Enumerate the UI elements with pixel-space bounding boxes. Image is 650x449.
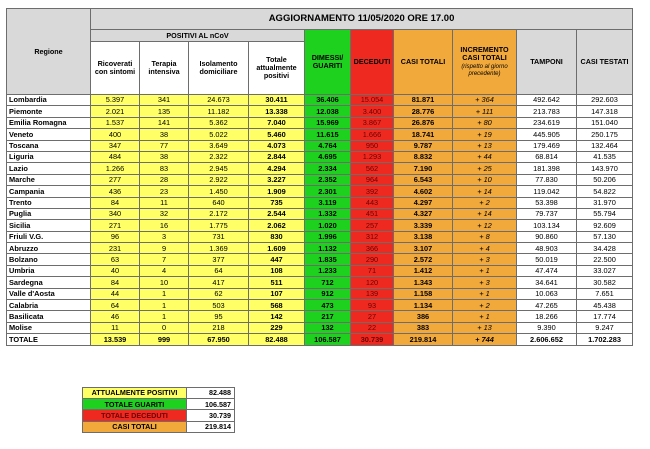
totale-positivi-cell: 4.294 [249,163,305,174]
terapia-cell: 38 [140,129,189,140]
deceduti-cell: 257 [351,220,394,231]
terapia-cell: 28 [140,174,189,185]
terapia-cell: 11 [140,197,189,208]
incremento-cell: + 1 [453,288,517,299]
summary-totale-guariti [83,399,235,410]
total-region-name: TOTALE [7,334,91,346]
isolamento-cell: 218 [189,322,249,333]
casi-testati-cell: 22.500 [577,254,633,265]
dimessi-cell: 12.038 [305,106,351,117]
isolamento-cell: 2.322 [189,151,249,162]
ricoverati-cell: 84 [91,197,140,208]
totale-positivi-cell: 13.338 [249,106,305,117]
ricoverati-cell: 96 [91,231,140,242]
terapia-cell: 38 [140,151,189,162]
isolamento-cell: 5.022 [189,129,249,140]
tamponi-cell: 9.390 [517,322,577,333]
total-tamponi-cell: 2.606.652 [517,334,577,346]
ricoverati-cell: 40 [91,265,140,276]
header-isolamento: Isolamento domiciliare [189,42,249,95]
terapia-cell: 10 [140,277,189,288]
tamponi-cell: 181.398 [517,163,577,174]
dimessi-cell: 217 [305,311,351,322]
table-row [7,265,633,276]
table-body [7,95,633,346]
table-row [7,277,633,288]
table-row [7,208,633,219]
incremento-cell: + 8 [453,231,517,242]
header-tamponi: TAMPONI [517,30,577,95]
casi-testati-cell: 45.438 [577,300,633,311]
header-incremento [453,30,517,95]
ricoverati-cell: 1.537 [91,117,140,128]
total-isolamento-cell: 67.950 [189,334,249,346]
table-row [7,129,633,140]
casi-testati-cell: 151.040 [577,117,633,128]
tamponi-cell: 213.783 [517,106,577,117]
ricoverati-cell: 64 [91,300,140,311]
terapia-cell: 135 [140,106,189,117]
totale-positivi-cell: 511 [249,277,305,288]
dimessi-cell: 1.332 [305,208,351,219]
totale-positivi-cell: 1.609 [249,243,305,254]
header-ricoverati: Ricoverati con sintomi [91,42,140,95]
totale-positivi-cell: 1.909 [249,186,305,197]
deceduti-cell: 950 [351,140,394,151]
totale-positivi-cell: 142 [249,311,305,322]
isolamento-cell: 731 [189,231,249,242]
terapia-cell: 1 [140,300,189,311]
totale-positivi-cell: 4.073 [249,140,305,151]
tamponi-cell: 445.905 [517,129,577,140]
terapia-cell: 3 [140,231,189,242]
dimessi-cell: 1.996 [305,231,351,242]
dimessi-cell: 2.352 [305,174,351,185]
region-name: Emilia Romagna [7,117,91,128]
incremento-cell: + 44 [453,151,517,162]
header-casi-totali: CASI TOTALI [394,30,453,95]
isolamento-cell: 95 [189,311,249,322]
casi-totali-cell: 1.158 [394,288,453,299]
region-name: Sicilia [7,220,91,231]
tamponi-cell: 10.063 [517,288,577,299]
terapia-cell: 7 [140,254,189,265]
terapia-cell: 23 [140,186,189,197]
deceduti-cell: 120 [351,277,394,288]
total-casi-testati-cell: 1.702.283 [577,334,633,346]
tamponi-cell: 234.619 [517,117,577,128]
summary-value: 106.587 [187,399,235,410]
casi-totali-cell: 386 [394,311,453,322]
ricoverati-cell: 44 [91,288,140,299]
table-row [7,300,633,311]
incremento-cell: + 25 [453,163,517,174]
update-banner: AGGIORNAMENTO 11/05/2020 ORE 17.00 [91,9,633,30]
deceduti-cell: 15.054 [351,95,394,106]
ricoverati-cell: 231 [91,243,140,254]
dimessi-cell: 4.764 [305,140,351,151]
header-casi-testati: CASI TESTATI [577,30,633,95]
summary-totale-deceduti [83,410,235,421]
tamponi-cell: 34.641 [517,277,577,288]
casi-totali-cell: 26.876 [394,117,453,128]
region-name: Valle d'Aosta [7,288,91,299]
isolamento-cell: 24.673 [189,95,249,106]
ricoverati-cell: 347 [91,140,140,151]
tamponi-cell: 47.265 [517,300,577,311]
terapia-cell: 1 [140,288,189,299]
casi-testati-cell: 9.247 [577,322,633,333]
region-name: Basilicata [7,311,91,322]
isolamento-cell: 64 [189,265,249,276]
isolamento-cell: 62 [189,288,249,299]
ricoverati-cell: 1.266 [91,163,140,174]
casi-testati-cell: 57.130 [577,231,633,242]
deceduti-cell: 290 [351,254,394,265]
summary-casi-totali [83,421,235,432]
incremento-cell: + 111 [453,106,517,117]
totale-positivi-cell: 2.062 [249,220,305,231]
table-row [7,174,633,185]
region-name: Campania [7,186,91,197]
region-name: Piemonte [7,106,91,117]
casi-testati-cell: 54.822 [577,186,633,197]
casi-testati-cell: 250.175 [577,129,633,140]
header-dimessi: DIMESSI/ GUARITI [305,30,351,95]
region-name: Liguria [7,151,91,162]
ricoverati-cell: 340 [91,208,140,219]
table-row [7,197,633,208]
dimessi-cell: 11.615 [305,129,351,140]
casi-testati-cell: 34.428 [577,243,633,254]
isolamento-cell: 5.362 [189,117,249,128]
casi-testati-cell: 147.318 [577,106,633,117]
region-name: Lombardia [7,95,91,106]
isolamento-cell: 1.369 [189,243,249,254]
table-row [7,254,633,265]
tamponi-cell: 68.814 [517,151,577,162]
casi-testati-cell: 132.464 [577,140,633,151]
summary-value: 30.739 [187,410,235,421]
casi-testati-cell: 30.582 [577,277,633,288]
tamponi-cell: 48.903 [517,243,577,254]
totale-positivi-cell: 107 [249,288,305,299]
totale-positivi-cell: 447 [249,254,305,265]
dimessi-cell: 1.020 [305,220,351,231]
casi-totali-cell: 3.138 [394,231,453,242]
ricoverati-cell: 46 [91,311,140,322]
dimessi-cell: 36.406 [305,95,351,106]
casi-totali-cell: 9.787 [394,140,453,151]
total-ricoverati-cell: 13.539 [91,334,140,346]
table-row [7,151,633,162]
dimessi-cell: 1.835 [305,254,351,265]
casi-testati-cell: 17.774 [577,311,633,322]
casi-totali-cell: 3.339 [394,220,453,231]
dimessi-cell: 4.695 [305,151,351,162]
casi-totali-cell: 6.543 [394,174,453,185]
terapia-cell: 83 [140,163,189,174]
tamponi-cell: 53.398 [517,197,577,208]
header-incremento-note: (rispetto al giorno precedente) [461,64,508,78]
header-positivi-group: POSITIVI AL nCoV [91,30,305,42]
table-row [7,288,633,299]
isolamento-cell: 2.922 [189,174,249,185]
totale-positivi-cell: 5.460 [249,129,305,140]
deceduti-cell: 964 [351,174,394,185]
ricoverati-cell: 5.397 [91,95,140,106]
table-row [7,186,633,197]
totale-positivi-cell: 30.411 [249,95,305,106]
ricoverati-cell: 484 [91,151,140,162]
ricoverati-cell: 436 [91,186,140,197]
dimessi-cell: 132 [305,322,351,333]
dimessi-cell: 912 [305,288,351,299]
table-row [7,322,633,333]
terapia-cell: 341 [140,95,189,106]
table-row [7,95,633,106]
terapia-cell: 9 [140,243,189,254]
dimessi-cell: 1.132 [305,243,351,254]
deceduti-cell: 71 [351,265,394,276]
region-name: Bolzano [7,254,91,265]
deceduti-cell: 22 [351,322,394,333]
region-name: Puglia [7,208,91,219]
summary-label: TOTALE GUARITI [83,399,187,410]
isolamento-cell: 503 [189,300,249,311]
totale-positivi-cell: 2.844 [249,151,305,162]
tamponi-cell: 77.830 [517,174,577,185]
deceduti-cell: 451 [351,208,394,219]
isolamento-cell: 1.450 [189,186,249,197]
region-name: Umbria [7,265,91,276]
incremento-cell: + 2 [453,197,517,208]
total-casi-totali-cell: 219.814 [394,334,453,346]
terapia-cell: 77 [140,140,189,151]
tamponi-cell: 50.019 [517,254,577,265]
casi-testati-cell: 41.535 [577,151,633,162]
deceduti-cell: 27 [351,311,394,322]
region-name: Lazio [7,163,91,174]
totale-positivi-cell: 229 [249,322,305,333]
terapia-cell: 141 [140,117,189,128]
region-name: Calabria [7,300,91,311]
deceduti-cell: 443 [351,197,394,208]
dimessi-cell: 1.233 [305,265,351,276]
casi-totali-cell: 18.741 [394,129,453,140]
incremento-cell: + 12 [453,220,517,231]
casi-testati-cell: 31.970 [577,197,633,208]
incremento-cell: + 10 [453,174,517,185]
casi-totali-cell: 2.572 [394,254,453,265]
total-incremento-cell: + 744 [453,334,517,346]
summary-value: 219.814 [187,421,235,432]
casi-totali-cell: 383 [394,322,453,333]
totale-positivi-cell: 2.544 [249,208,305,219]
casi-testati-cell: 7.651 [577,288,633,299]
deceduti-cell: 392 [351,186,394,197]
casi-totali-cell: 1.134 [394,300,453,311]
casi-totali-cell: 4.327 [394,208,453,219]
incremento-cell: + 4 [453,243,517,254]
header-incremento-label: INCREMENTO CASI TOTALI [460,44,509,63]
incremento-cell: + 1 [453,311,517,322]
totale-positivi-cell: 568 [249,300,305,311]
header-deceduti: DECEDUTI [351,30,394,95]
region-name: Marche [7,174,91,185]
deceduti-cell: 139 [351,288,394,299]
terapia-cell: 0 [140,322,189,333]
deceduti-cell: 1.293 [351,151,394,162]
terapia-cell: 1 [140,311,189,322]
deceduti-cell: 3.400 [351,106,394,117]
totale-positivi-cell: 108 [249,265,305,276]
summary-value: 82.488 [187,388,235,399]
region-name: Friuli V.G. [7,231,91,242]
table-row [7,220,633,231]
header-totale-positivi: Totale attualmente positivi [249,42,305,95]
total-row [7,334,633,346]
incremento-cell: + 19 [453,129,517,140]
region-name: Trento [7,197,91,208]
total-deceduti-cell: 30.739 [351,334,394,346]
table-row [7,231,633,242]
deceduti-cell: 93 [351,300,394,311]
ricoverati-cell: 63 [91,254,140,265]
tamponi-cell: 79.737 [517,208,577,219]
table-row [7,311,633,322]
header-terapia: Terapia intensiva [140,42,189,95]
incremento-cell: + 3 [453,254,517,265]
terapia-cell: 4 [140,265,189,276]
casi-totali-cell: 8.832 [394,151,453,162]
isolamento-cell: 11.182 [189,106,249,117]
isolamento-cell: 2.945 [189,163,249,174]
dimessi-cell: 712 [305,277,351,288]
deceduti-cell: 3.867 [351,117,394,128]
tamponi-cell: 492.642 [517,95,577,106]
summary-label: ATTUALMENTE POSITIVI [83,388,187,399]
casi-totali-cell: 7.190 [394,163,453,174]
incremento-cell: + 80 [453,117,517,128]
isolamento-cell: 377 [189,254,249,265]
casi-testati-cell: 33.027 [577,265,633,276]
tamponi-cell: 103.134 [517,220,577,231]
summary-label: TOTALE DECEDUTI [83,410,187,421]
total-totale-positivi-cell: 82.488 [249,334,305,346]
incremento-cell: + 3 [453,277,517,288]
region-name: Sardegna [7,277,91,288]
summary-body [83,388,235,433]
casi-testati-cell: 92.609 [577,220,633,231]
table-row [7,117,633,128]
ricoverati-cell: 271 [91,220,140,231]
isolamento-cell: 3.649 [189,140,249,151]
incremento-cell: + 13 [453,322,517,333]
casi-totali-cell: 28.776 [394,106,453,117]
casi-testati-cell: 55.794 [577,208,633,219]
table-row [7,243,633,254]
total-terapia-cell: 999 [140,334,189,346]
totale-positivi-cell: 7.040 [249,117,305,128]
dimessi-cell: 2.301 [305,186,351,197]
isolamento-cell: 2.172 [189,208,249,219]
summary-table [82,387,235,433]
ricoverati-cell: 2.021 [91,106,140,117]
deceduti-cell: 1.666 [351,129,394,140]
ricoverati-cell: 400 [91,129,140,140]
terapia-cell: 16 [140,220,189,231]
ricoverati-cell: 11 [91,322,140,333]
deceduti-cell: 366 [351,243,394,254]
dimessi-cell: 3.119 [305,197,351,208]
casi-totali-cell: 1.412 [394,265,453,276]
incremento-cell: + 14 [453,208,517,219]
summary-label: CASI TOTALI [83,421,187,432]
tamponi-cell: 119.042 [517,186,577,197]
totale-positivi-cell: 3.227 [249,174,305,185]
tamponi-cell: 47.474 [517,265,577,276]
incremento-cell: + 1 [453,265,517,276]
table-row [7,163,633,174]
casi-testati-cell: 143.970 [577,163,633,174]
incremento-cell: + 364 [453,95,517,106]
incremento-cell: + 14 [453,186,517,197]
header-regione: Regione [7,9,91,95]
tamponi-cell: 90.860 [517,231,577,242]
casi-totali-cell: 4.297 [394,197,453,208]
deceduti-cell: 562 [351,163,394,174]
dimessi-cell: 2.334 [305,163,351,174]
covid-regional-table [6,8,633,346]
summary-attualmente-positivi [83,388,235,399]
totale-positivi-cell: 830 [249,231,305,242]
incremento-cell: + 13 [453,140,517,151]
dimessi-cell: 15.969 [305,117,351,128]
ricoverati-cell: 277 [91,174,140,185]
casi-totali-cell: 81.871 [394,95,453,106]
dimessi-cell: 473 [305,300,351,311]
isolamento-cell: 417 [189,277,249,288]
casi-totali-cell: 1.343 [394,277,453,288]
casi-totali-cell: 3.107 [394,243,453,254]
totale-positivi-cell: 735 [249,197,305,208]
table-row [7,140,633,151]
region-name: Veneto [7,129,91,140]
region-name: Toscana [7,140,91,151]
region-name: Molise [7,322,91,333]
terapia-cell: 32 [140,208,189,219]
region-name: Abruzzo [7,243,91,254]
ricoverati-cell: 84 [91,277,140,288]
total-dimessi-cell: 106.587 [305,334,351,346]
casi-totali-cell: 4.602 [394,186,453,197]
deceduti-cell: 312 [351,231,394,242]
isolamento-cell: 640 [189,197,249,208]
table-row [7,106,633,117]
tamponi-cell: 179.469 [517,140,577,151]
incremento-cell: + 2 [453,300,517,311]
casi-testati-cell: 292.603 [577,95,633,106]
casi-testati-cell: 50.206 [577,174,633,185]
isolamento-cell: 1.775 [189,220,249,231]
tamponi-cell: 18.266 [517,311,577,322]
